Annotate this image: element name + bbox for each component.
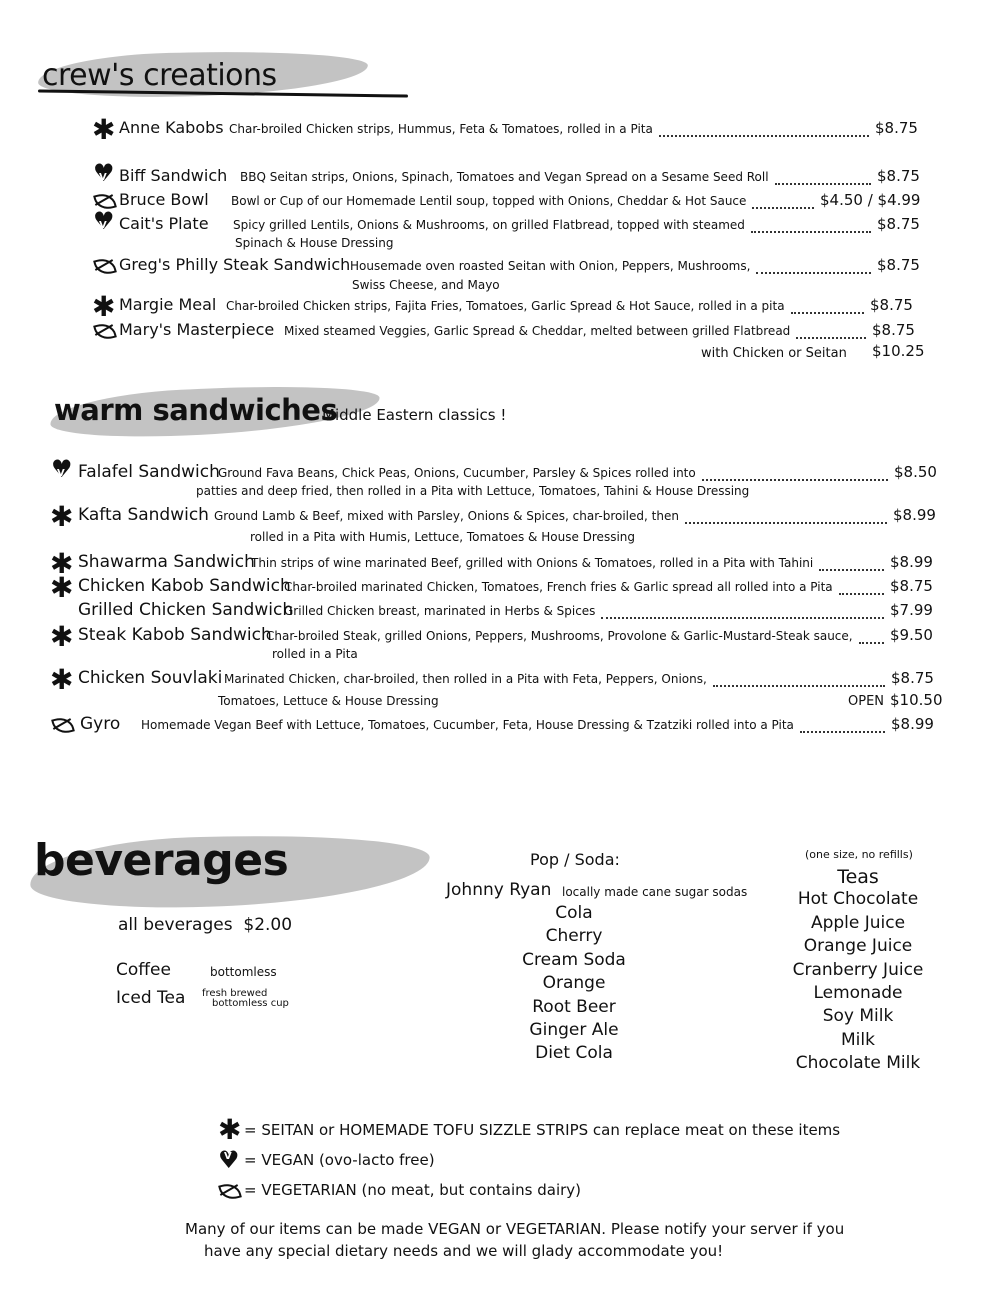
- item-name: Cait's Plate: [119, 214, 209, 233]
- item-description-continued: Spinach & House Dressing: [235, 236, 394, 250]
- johnny-ryan-note: locally made cane sugar sodas: [562, 885, 748, 899]
- section-subtitle: Middle Eastern classics !: [322, 406, 507, 424]
- item-description: Char-broiled Steak, grilled Onions, Peppers, Mushrooms, Provolone & Garlic-Mustard-Steak sauce,: [266, 629, 853, 643]
- beverage-item: Lemonade: [813, 983, 903, 1003]
- beverage-item: Chocolate Milk: [795, 1053, 921, 1074]
- asterisk-icon: ✱: [50, 500, 74, 533]
- dot-leader: [752, 195, 814, 209]
- johnny-ryan-label: Johnny Ryan: [446, 880, 552, 900]
- item-description: Grilled Chicken breast, marinated in Herbs & Spices: [284, 604, 596, 618]
- dot-leader: [713, 673, 885, 687]
- item-description: Housemade oven roasted Seitan with Onion, Peppers, Mushrooms,: [350, 259, 751, 273]
- legend-vegan: = VEGAN (ovo-lacto free): [244, 1151, 435, 1169]
- coffee-label: Coffee: [116, 960, 171, 980]
- vegetarian-leaf-icon: [92, 255, 114, 277]
- dot-leader: [756, 260, 871, 274]
- beverage-item: Hot Chocolate: [797, 889, 919, 910]
- dot-leader: [791, 300, 864, 314]
- dot-leader: [751, 219, 871, 233]
- dot-leader: [685, 510, 887, 524]
- pop-soda-heading: Pop / Soda:: [530, 850, 620, 869]
- soda-item: Cream Soda: [522, 949, 626, 970]
- iced-tea-note: bottomless cup: [212, 998, 289, 1009]
- beverage-item: Cranberry Juice: [792, 959, 924, 980]
- item-option-price: $10.50: [890, 691, 943, 709]
- item-price: $8.75: [877, 256, 920, 274]
- soda-item: Root Beer: [532, 996, 616, 1017]
- soda-item: Cherry: [545, 926, 603, 947]
- vegetarian-leaf-icon: [92, 320, 114, 342]
- item-name: Shawarma Sandwich: [78, 552, 255, 572]
- item-price: $8.99: [891, 715, 934, 733]
- asterisk-icon: ✱: [92, 290, 116, 323]
- dot-leader: [859, 630, 884, 644]
- item-description-continued: patties and deep fried, then rolled in a Pita with Lettuce, Tomatoes, Tahini & House Dressing: [196, 484, 750, 498]
- right-column-note: (one size, no refills): [805, 848, 913, 861]
- section-title-crews-creations: crew's creations: [42, 58, 277, 93]
- item-name: Steak Kabob Sandwich: [78, 625, 272, 645]
- iced-tea-label: Iced Tea: [116, 988, 186, 1008]
- item-description: Homemade Vegan Beef with Lettuce, Tomatoes, Cucumber, Feta, House Dressing & Tzatziki rolled into a Pita: [141, 718, 794, 732]
- item-description-continued: rolled in a Pita with Humis, Lettuce, Tomatoes & House Dressing: [250, 530, 636, 544]
- beverage-item: Orange Juice: [803, 936, 913, 957]
- item-name: Falafel Sandwich: [78, 462, 220, 482]
- item-option: OPEN: [848, 694, 885, 709]
- item-price: $4.50 / $4.99: [820, 191, 921, 209]
- item-description: Bowl or Cup of our Homemade Lentil soup, topped with Onions, Cheddar & Hot Sauce: [231, 194, 747, 208]
- soda-item: Ginger Ale: [529, 1020, 619, 1040]
- legend-seitan: = SEITAN or HOMEMADE TOFU SIZZLE STRIPS can replace meat on these items: [244, 1121, 841, 1139]
- item-name: Anne Kabobs: [119, 118, 224, 137]
- item-description: Char-broiled Chicken strips, Hummus, Feta & Tomatoes, rolled in a Pita: [229, 122, 653, 136]
- item-price: $8.75: [891, 669, 934, 687]
- item-price: $8.75: [870, 296, 913, 314]
- item-name: Chicken Kabob Sandwich: [78, 576, 291, 596]
- soda-item: Cola: [555, 903, 593, 923]
- dot-leader: [601, 605, 884, 619]
- soda-item: Diet Cola: [535, 1043, 613, 1064]
- item-description: Mixed steamed Veggies, Garlic Spread & Cheddar, melted between grilled Flatbread: [284, 324, 791, 338]
- dot-leader: [775, 171, 871, 185]
- asterisk-icon: ✱: [50, 620, 74, 653]
- all-beverages-label: all beverages $2.00: [118, 915, 293, 935]
- asterisk-icon: ✱: [50, 547, 74, 580]
- beverage-item: Apple Juice: [810, 912, 906, 933]
- item-description-continued: Swiss Cheese, and Mayo: [352, 278, 500, 292]
- section-title-beverages: beverages: [34, 835, 289, 886]
- item-description: Thin strips of wine marinated Beef, grilled with Onions & Tomatoes, rolled in a Pita with Tahini: [251, 556, 814, 570]
- item-description-continued: rolled in a Pita: [272, 647, 358, 661]
- item-name: Kafta Sandwich: [78, 505, 209, 525]
- item-name: Greg's Philly Steak Sandwich: [119, 255, 351, 274]
- dot-leader: [839, 581, 884, 595]
- dot-leader: [796, 325, 866, 339]
- vegan-heart-icon: [92, 166, 114, 188]
- vegetarian-leaf-icon: [218, 1180, 238, 1204]
- item-description: Ground Fava Beans, Chick Peas, Onions, Cucumber, Parsley & Spices rolled into: [218, 466, 696, 480]
- dot-leader: [819, 557, 884, 571]
- item-description: Ground Lamb & Beef, mixed with Parsley, Onions & Spices, char-broiled, then: [214, 509, 679, 523]
- item-description: Spicy grilled Lentils, Onions & Mushrooms, on grilled Flatbread, topped with steamed: [233, 218, 745, 232]
- item-name: Gyro: [80, 714, 121, 734]
- item-price: $7.99: [890, 601, 933, 619]
- vegan-heart-icon: [92, 214, 114, 236]
- asterisk-icon: ✱: [50, 663, 74, 696]
- footer-note-line2: have any special dietary needs and we will glady accommodate you!: [204, 1242, 724, 1260]
- item-price: $8.50: [894, 463, 937, 481]
- item-description: Char-broiled marinated Chicken, Tomatoes, French fries & Garlic spread all rolled into a Pita: [284, 580, 833, 594]
- item-name: Mary's Masterpiece: [119, 320, 275, 339]
- soda-item: Orange: [542, 973, 606, 994]
- iced-tea-note: fresh brewed: [202, 988, 268, 999]
- asterisk-icon: ✱: [218, 1113, 242, 1146]
- item-price: $8.99: [890, 553, 933, 571]
- item-name: Grilled Chicken Sandwich: [78, 600, 294, 620]
- vegetarian-leaf-icon: [50, 714, 72, 736]
- item-name: Chicken Souvlaki: [78, 668, 223, 688]
- coffee-note: bottomless: [210, 965, 277, 979]
- section-title-warm-sandwiches: warm sandwiches: [54, 393, 338, 427]
- dot-leader: [702, 467, 888, 481]
- footer-note-line1: Many of our items can be made VEGAN or VEGETARIAN. Please notify your server if you: [185, 1220, 845, 1238]
- dot-leader: [659, 123, 869, 137]
- item-price: $8.75: [890, 577, 933, 595]
- item-description-continued: Tomatoes, Lettuce & House Dressing: [218, 694, 439, 708]
- item-description: BBQ Seitan strips, Onions, Spinach, Tomatoes and Vegan Spread on a Sesame Seed Roll: [240, 170, 769, 184]
- item-description: Char-broiled Chicken strips, Fajita Fries, Tomatoes, Garlic Spread & Hot Sauce, rolled in a pita: [226, 299, 785, 313]
- item-price: $8.75: [872, 321, 915, 339]
- asterisk-icon: ✱: [50, 571, 74, 604]
- item-option-price: $10.25: [872, 342, 925, 360]
- item-name: Biff Sandwich: [119, 166, 228, 185]
- item-name: Bruce Bowl: [119, 190, 209, 209]
- item-price: $8.75: [877, 215, 920, 233]
- item-price: $8.99: [893, 506, 936, 524]
- vegan-heart-icon: [50, 462, 72, 484]
- item-name: Margie Meal: [119, 295, 217, 314]
- item-description: Marinated Chicken, char-broiled, then rolled in a Pita with Feta, Peppers, Onions,: [224, 672, 707, 686]
- item-price: $9.50: [890, 626, 933, 644]
- legend-vegetarian: = VEGETARIAN (no meat, but contains dairy): [244, 1181, 582, 1199]
- vegan-heart-icon: [218, 1150, 238, 1174]
- beverage-item: Teas: [837, 866, 879, 888]
- asterisk-icon: ✱: [92, 113, 116, 146]
- item-price: $8.75: [875, 119, 918, 137]
- beverage-item: Soy Milk: [822, 1006, 894, 1027]
- dot-leader: [800, 719, 885, 733]
- beverage-item: Milk: [841, 1029, 875, 1050]
- item-option: with Chicken or Seitan: [701, 346, 847, 361]
- item-price: $8.75: [877, 167, 920, 185]
